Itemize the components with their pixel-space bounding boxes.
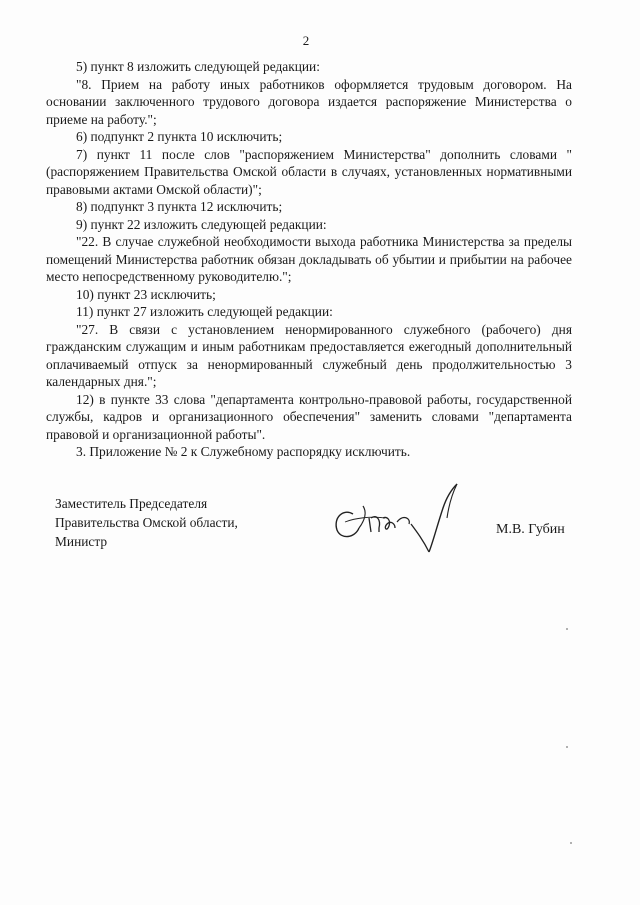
paragraph-6: 6) подпункт 2 пункта 10 исключить;: [76, 129, 283, 144]
paragraph-12: 12) в пункте 33 слова "департамента контрольно-правовой работы, государственной службы, кадров и организационного обеспечения" заменить словами "департамента правовой и организационной работы".: [46, 391, 572, 442]
handwritten-signature: [325, 478, 470, 560]
paragraph-3: 3. Приложение № 2 к Служебному распорядку исключить.: [76, 444, 411, 459]
scan-speck: [570, 842, 572, 844]
paragraph-9: 9) пункт 22 изложить следующей редакции:: [76, 216, 327, 232]
paragraph-7: 7) пункт 11 после слов "распоряжением Министерства" дополнить словами "(распоряжением Правительства Омской области в случаях, установленных нормативными правовыми актами Омской области)";: [46, 146, 572, 197]
position-line: Заместитель Председателя: [55, 496, 208, 511]
page-number: 2: [302, 33, 310, 48]
paragraph-22-text: "22. В случае служебной необходимости выхода работника Министерства за пределы помещений Министерства работник обязан докладывать об убытии и прибытии на рабочее место непосредственному руководителю.";: [46, 234, 572, 284]
scan-speck: [566, 628, 568, 630]
paragraph-8: 8) подпункт 3 пункта 12 исключить;: [76, 199, 283, 214]
paragraph-5: 5) пункт 8 изложить следующей редакции:: [76, 59, 320, 74]
position-line: Правительства Омской области,: [55, 515, 238, 530]
scan-speck: [566, 746, 568, 748]
paragraph-27-text: "27. В связи с установлением ненормированного служебного (рабочего) дня гражданским служащим и иным работникам предоставляется ежегодный дополнительный оплачиваемый отпуск за ненормированный служебный день продолжительностью 3 календарных дня.";: [46, 321, 572, 389]
signature-position: [55, 494, 238, 551]
paragraph-8-text: "8. Прием на работу иных работников оформляется трудовым договором. На основании заключенного трудового договора издается распоряжение Министерства о приеме на работу.";: [46, 76, 572, 127]
signer-name: М.В. Губин: [496, 522, 565, 537]
paragraph-11: 11) пункт 27 изложить следующей редакции:: [76, 304, 333, 319]
document-body: [46, 58, 572, 461]
position-line: Министр: [55, 534, 108, 549]
paragraph-10: 10) пункт 23 исключить;: [76, 286, 216, 302]
